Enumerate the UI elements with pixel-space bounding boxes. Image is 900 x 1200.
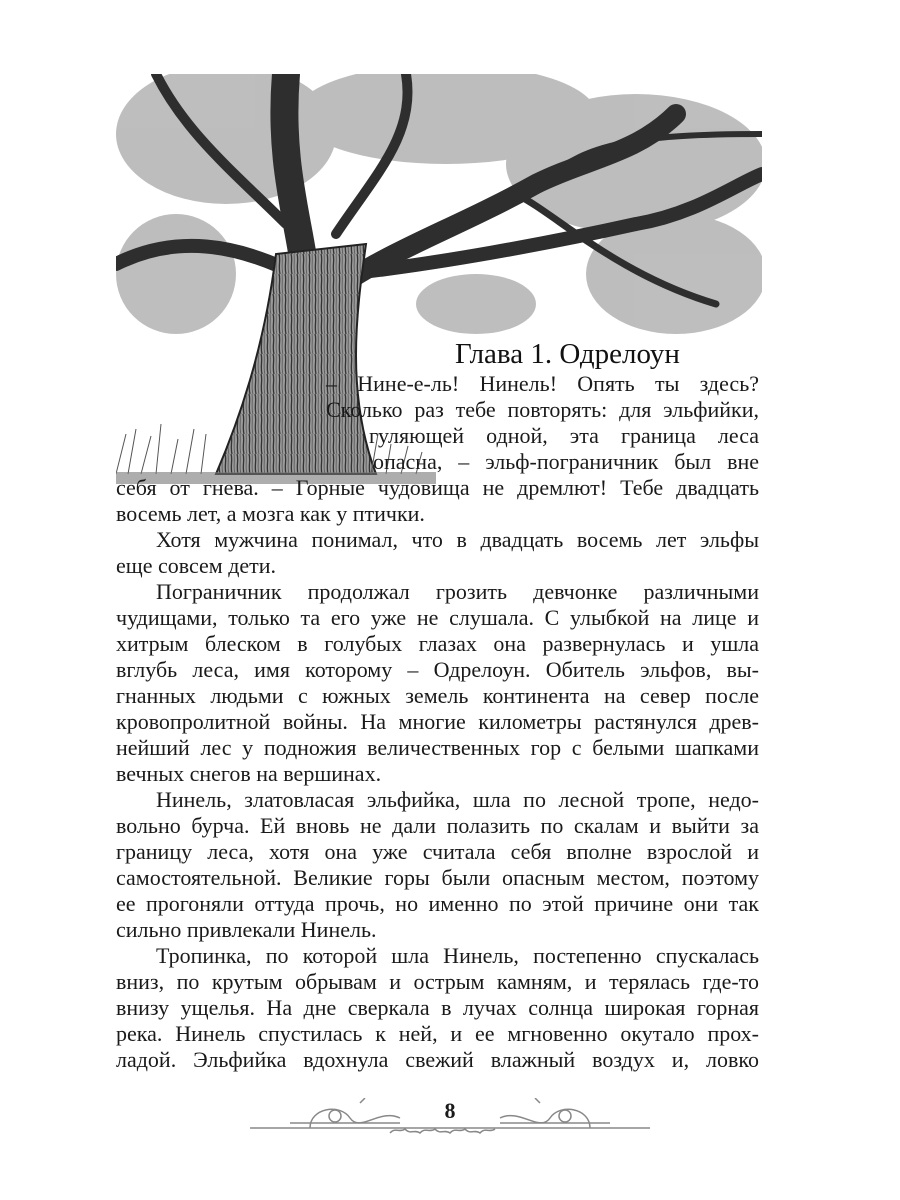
page-footer	[240, 1098, 660, 1148]
chapter-text	[116, 371, 759, 1073]
text-line: восемь лет, а мозга как у птички.	[116, 501, 425, 526]
text-line: ладой. Эльфийка вдохнула свежий влажный воздух и, ловко	[116, 1047, 759, 1072]
text-line: еще совсем дети.	[116, 553, 277, 578]
text-line: Тропинка, по которой шла Нинель, постепенно спускалась	[156, 943, 759, 968]
text-line: чудищами, только та его уже не слушала. С улыбкой на лице и	[116, 605, 759, 630]
paragraph	[116, 371, 759, 527]
text-line: гнанных людьми с южных земель континента на север после	[116, 683, 759, 708]
paragraph	[116, 579, 759, 787]
text-line: вниз, по крутым обрывам и острым камням, и терялась где-то	[116, 969, 759, 994]
text-line: себя от гнева. – Горные чудовища не дремлют! Тебе двадцать	[116, 475, 759, 500]
text-line: опасна, – эльф-пограничник был вне	[373, 449, 759, 474]
paragraph	[116, 943, 759, 1073]
text-line: внизу ущелья. На дне сверкала в лучах солнца широкая горная	[116, 995, 759, 1020]
page-number: 8	[444, 1098, 456, 1123]
text-line: хитрым блеском в голубых глазах она развернулась и ушла	[116, 631, 759, 656]
text-line: границу леса, хотя она уже считала себя вполне взрослой и	[116, 839, 759, 864]
text-line: сильно привлекали Нинель.	[116, 917, 377, 942]
text-line: Нинель, златовласая эльфийка, шла по лесной тропе, недо-	[156, 787, 759, 812]
text-line: река. Нинель спустилась к ней, и ее мгновенно окутало прох-	[116, 1021, 759, 1046]
text-line: ее прогоняли оттуда прочь, но именно по этой причине они так	[116, 891, 759, 916]
paragraph	[116, 787, 759, 943]
chapter-title: Глава 1. Одрелоун	[455, 338, 680, 370]
text-line: кровопролитной войны. На многие километры растянулся древ-	[116, 709, 759, 734]
text-line: самостоятельной. Великие горы были опасным местом, поэтому	[116, 865, 759, 890]
text-line: вглубь леса, имя которому – Одрелоун. Обитель эльфов, вы-	[116, 657, 759, 682]
text-line: гуляющей одной, эта граница леса	[369, 423, 759, 448]
text-line: вольно бурча. Ей вновь не дали полазить по скалам и выйти за	[116, 813, 759, 838]
text-line: нейший лес у подножия величественных гор с белыми шапками	[116, 735, 759, 760]
text-line: Пограничник продолжал грозить девчонке различными	[156, 579, 759, 604]
text-line: Сколько раз тебе повторять: для эльфийки,	[326, 397, 759, 422]
text-line: вечных снегов на вершинах.	[116, 761, 382, 786]
text-line: – Нине-е-ль! Нинель! Опять ты здесь?	[326, 371, 759, 396]
paragraph	[116, 527, 759, 579]
text-line: Хотя мужчина понимал, что в двадцать восемь лет эльфы	[156, 527, 759, 552]
